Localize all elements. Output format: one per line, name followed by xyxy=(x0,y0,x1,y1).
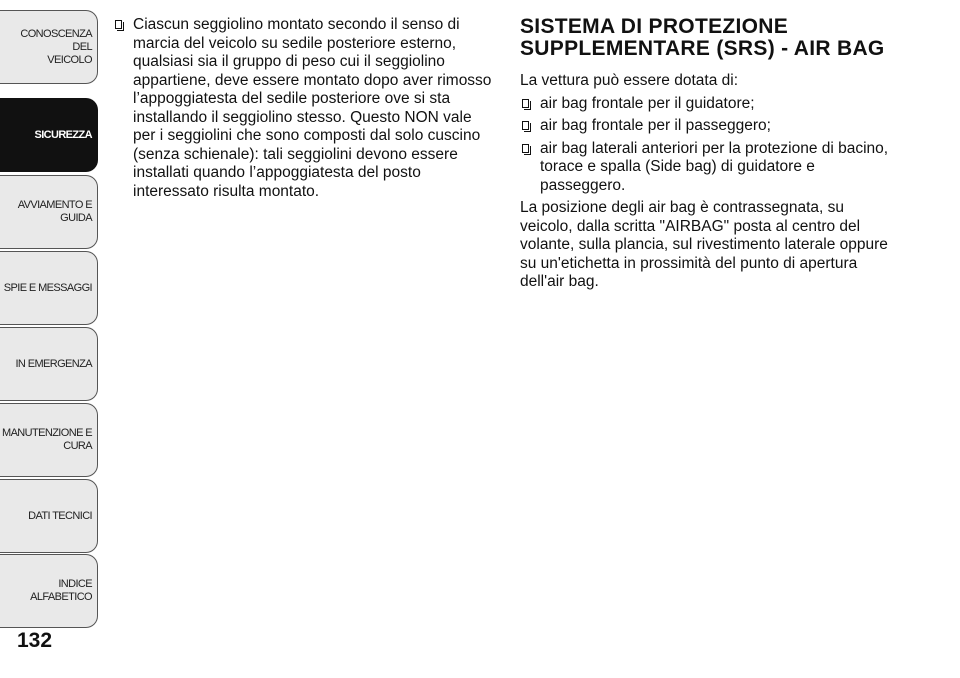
section-title-line-2: SUPPLEMENTARE (SRS) - AIR BAG xyxy=(520,37,885,60)
list-item-text: Ciascun seggiolino montato secondo il senso di marcia del veicolo su sedile posteriore esterno, qualsiasi sia il gruppo di peso cui il seggiolino appartiene, deve essere montato dopo aver rimosso l’appoggiatesta del sedile posteriore ove si sta installando il seggiolino stesso. Questo NON vale per i seggiolini che sono composti dal solo cuscino (senza schienale): tali seggiolini devono essere installati quando l’appoggiatesta del posto interessato risulta montato. xyxy=(133,16,492,200)
list-item xyxy=(113,16,498,201)
list-item xyxy=(520,117,900,136)
list-item-text: air bag frontale per il guidatore; xyxy=(540,94,755,112)
tab-label: AVVIAMENTO E GUIDA xyxy=(17,199,92,224)
list-item xyxy=(520,140,900,196)
checkbox-bullet-icon xyxy=(522,121,529,130)
checkbox-bullet-icon xyxy=(115,20,122,29)
tab-label: CONOSCENZA DEL VEICOLO xyxy=(20,27,92,66)
checkbox-bullet-icon xyxy=(522,99,529,108)
tab-label: DATI TECNICI xyxy=(28,509,92,522)
tab-in-emergenza[interactable] xyxy=(0,327,98,401)
list-item-text: air bag laterali anteriori per la protezione di bacino, torace e spalla (Side bag) di guidatore e passeggero. xyxy=(540,139,889,194)
list-item xyxy=(520,95,900,114)
left-column xyxy=(113,16,498,201)
tab-label: MANUTENZIONE E CURA xyxy=(2,427,92,452)
tab-label: SICUREZZA xyxy=(34,128,92,141)
tab-dati-tecnici[interactable] xyxy=(0,479,98,553)
page-number: 132 xyxy=(17,629,53,652)
checkbox-bullet-icon xyxy=(522,144,529,153)
body-paragraph: La posizione degli air bag è contrassegnata, su veicolo, dalla scritta "AIRBAG" posta al centro del volante, sulla plancia, sul rivestimento laterale oppure su un'etichetta in prossimità del punto di apertura dell'air bag. xyxy=(520,199,888,290)
tab-sicurezza[interactable] xyxy=(0,98,98,172)
section-title xyxy=(520,16,900,60)
tab-manutenzione-e-cura[interactable] xyxy=(0,403,98,477)
tab-indice-alfabetico[interactable] xyxy=(0,554,98,628)
tab-spie-e-messaggi[interactable] xyxy=(0,251,98,325)
section-title-line-1: SISTEMA DI PROTEZIONE xyxy=(520,15,789,38)
list-item-text: air bag frontale per il passeggero; xyxy=(540,117,771,134)
tab-conoscenza-del-veicolo[interactable] xyxy=(0,10,98,84)
tab-label: SPIE E MESSAGGI xyxy=(3,281,92,294)
right-column xyxy=(520,16,900,292)
tab-avviamento-e-guida[interactable] xyxy=(0,175,98,249)
tab-label: IN EMERGENZA xyxy=(15,357,92,370)
tab-label: INDICE ALFABETICO xyxy=(30,578,92,603)
intro-text: La vettura può essere dotata di: xyxy=(520,72,739,89)
